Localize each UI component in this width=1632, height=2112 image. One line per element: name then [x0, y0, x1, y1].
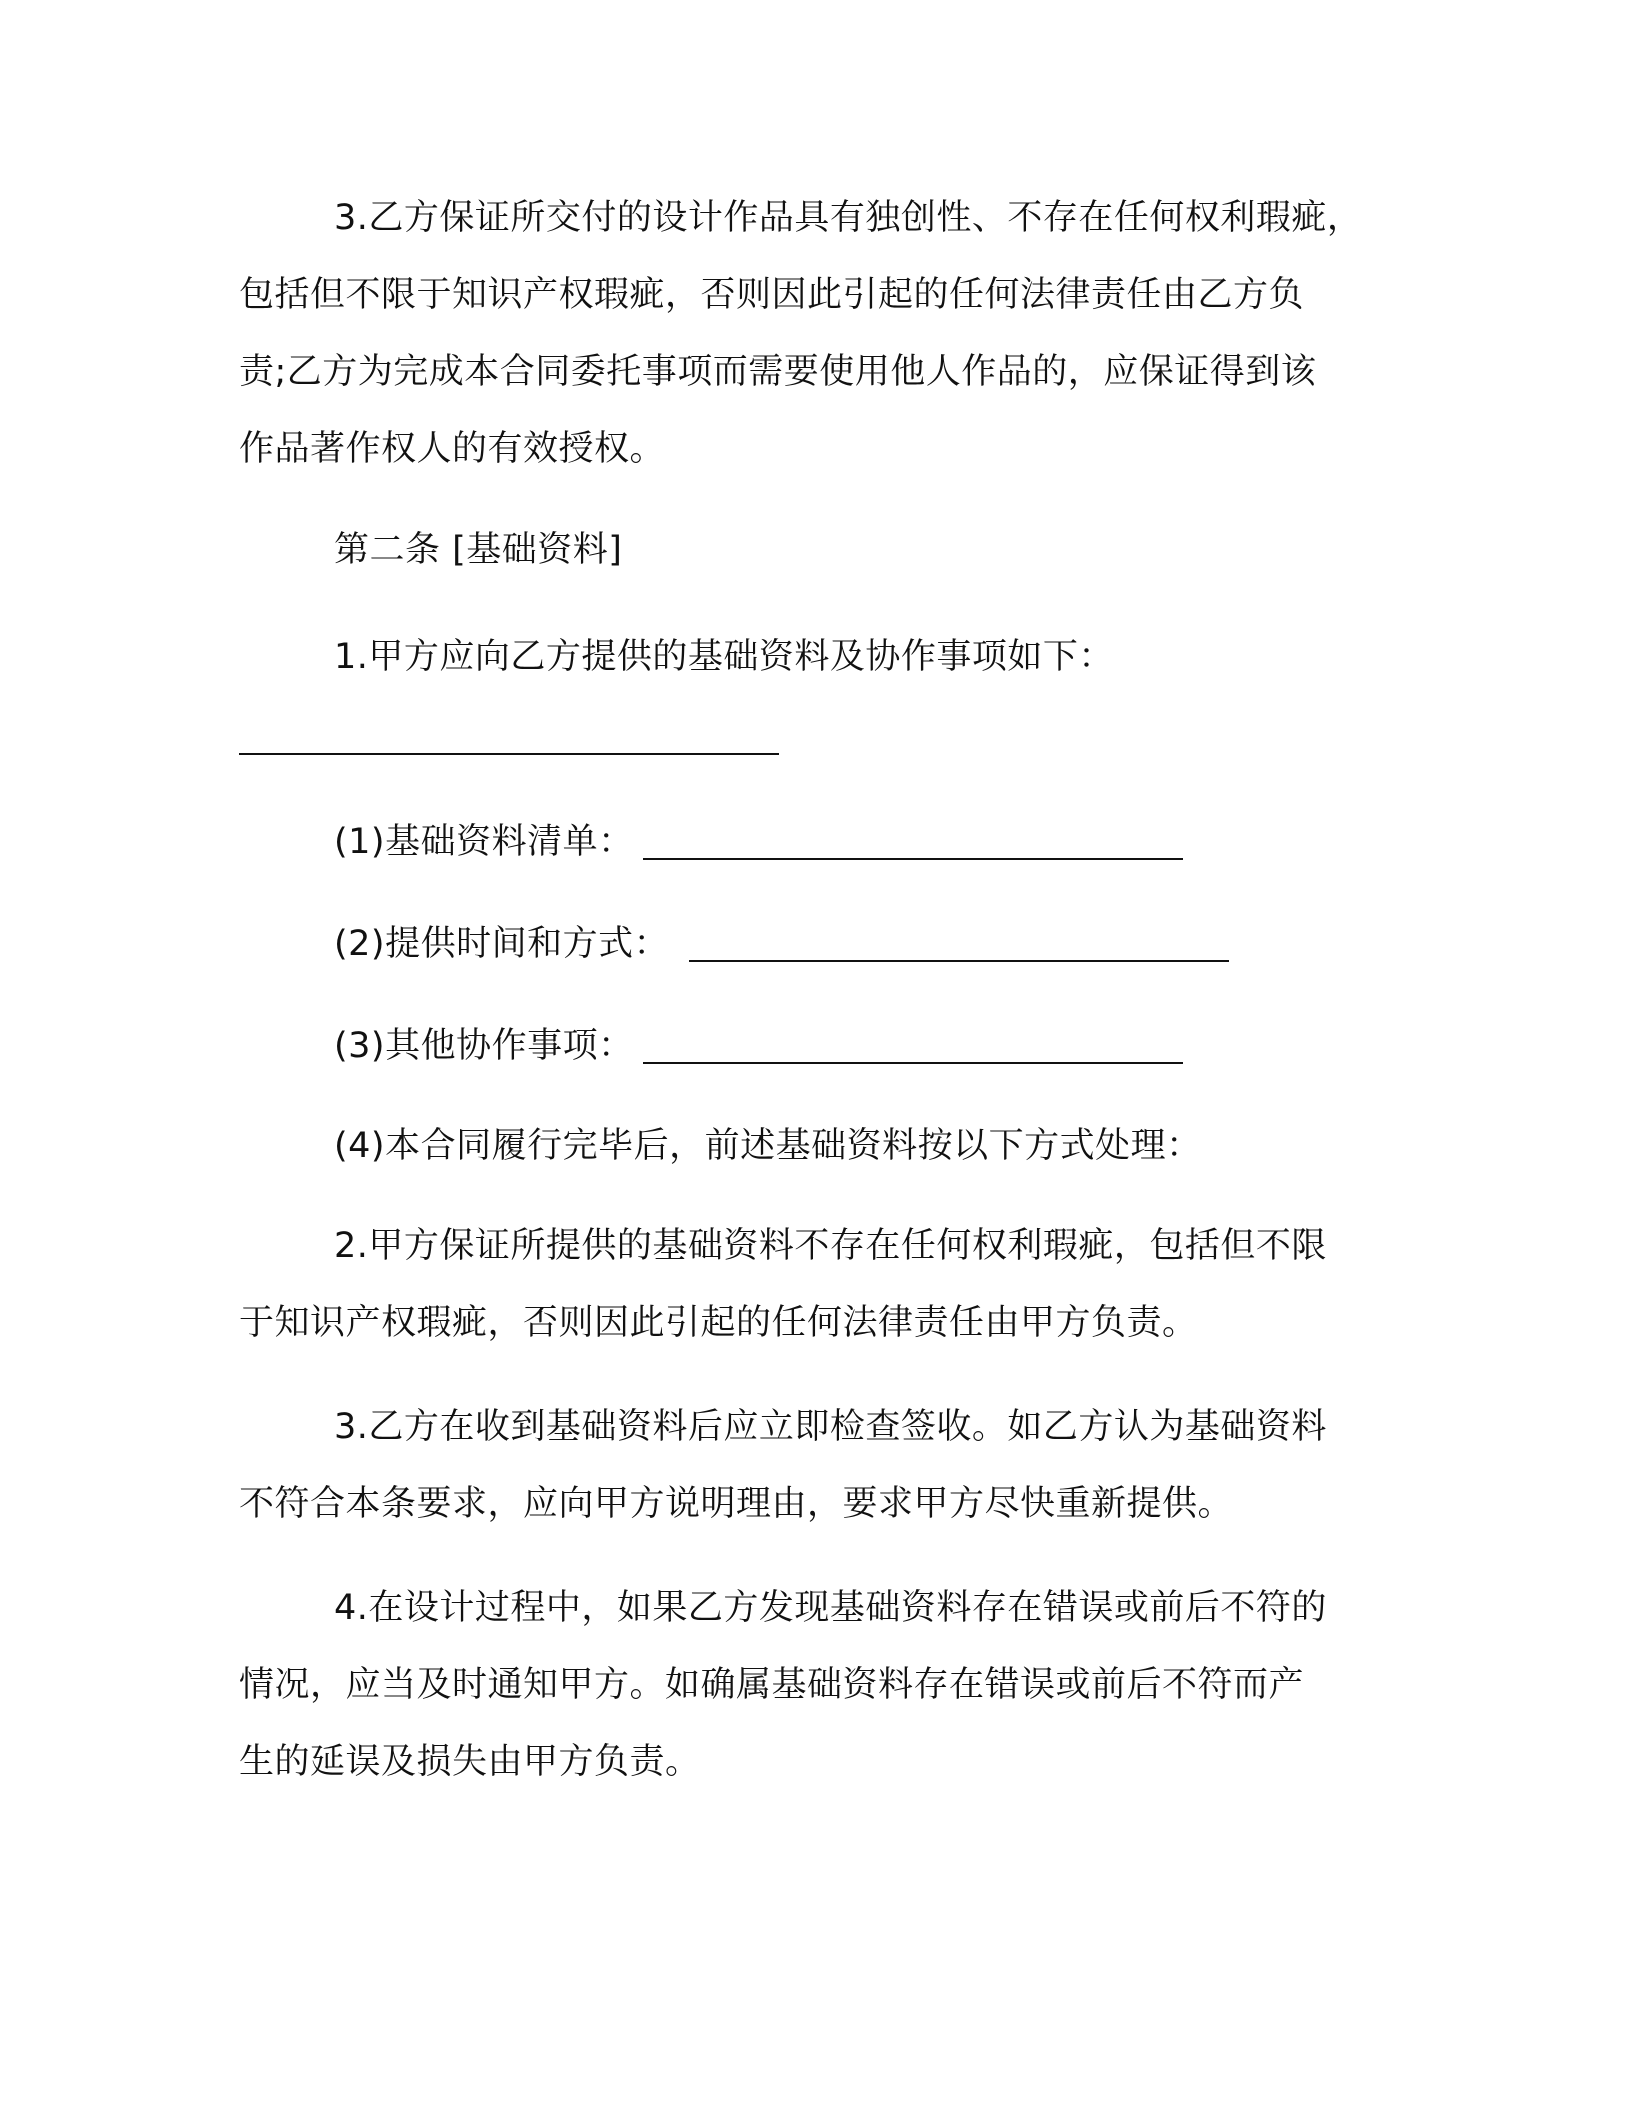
article-2-clause-3-line-1: 3.乙方在收到基础资料后应立即检查签收。如乙方认为基础资料 [334, 1407, 1327, 1447]
article-2-clause-3-line-2: 不符合本条要求，应向甲方说明理由，要求甲方尽快重新提供。 [239, 1484, 1234, 1524]
item-1-blank [643, 858, 1183, 860]
article-2-clause-2-line-2: 于知识产权瑕疵，否则因此引起的任何法律责任由甲方负责。 [239, 1303, 1198, 1343]
article-2-clause-4-line-1: 4.在设计过程中，如果乙方发现基础资料存在错误或前后不符的 [334, 1588, 1327, 1628]
item-1-label: (1)基础资料清单： [334, 822, 634, 862]
item-3-blank [643, 1062, 1183, 1064]
clause-3-line-3: 责;乙方为完成本合同委托事项而需要使用他人作品的，应保证得到该 [239, 352, 1317, 392]
article-2-clause-4-line-3: 生的延误及损失由甲方负责。 [239, 1742, 701, 1782]
article-2-clause-1: 1.甲方应向乙方提供的基础资料及协作事项如下： [334, 637, 1114, 677]
item-3-label: (3)其他协作事项： [334, 1026, 634, 1066]
article-2-clause-2-line-1: 2.甲方保证所提供的基础资料不存在任何权利瑕疵，包括但不限 [334, 1226, 1327, 1266]
article-2-clause-4-line-2: 情况，应当及时通知甲方。如确属基础资料存在错误或前后不符而产 [239, 1665, 1305, 1705]
clause-3-line-4: 作品著作权人的有效授权。 [239, 429, 666, 469]
blank-fill-line [239, 753, 779, 755]
clause-3-line-2: 包括但不限于知识产权瑕疵，否则因此引起的任何法律责任由乙方负 [239, 275, 1305, 315]
item-2-label: (2)提供时间和方式： [334, 924, 670, 964]
item-4-text: (4)本合同履行完毕后，前述基础资料按以下方式处理： [334, 1126, 1202, 1166]
item-2-blank [689, 960, 1229, 962]
article-2-heading: 第二条 [基础资料] [334, 530, 623, 570]
clause-3-line-1: 3.乙方保证所交付的设计作品具有独创性、不存在任何权利瑕疵， [334, 198, 1363, 238]
